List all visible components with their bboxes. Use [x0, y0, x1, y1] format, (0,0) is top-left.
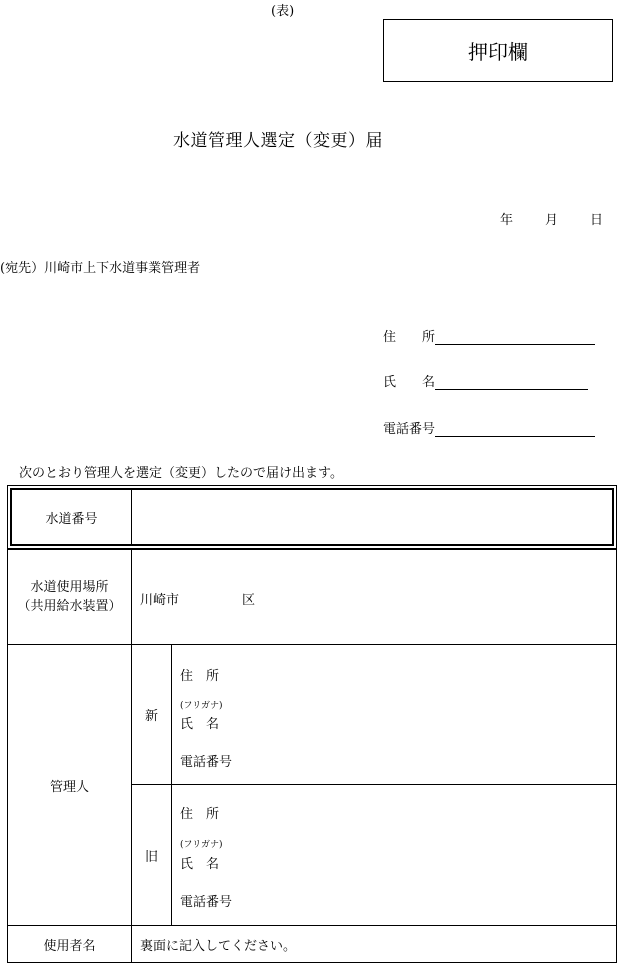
- applicant-phone-field[interactable]: [435, 422, 595, 437]
- user-label: 使用者名: [43, 938, 96, 954]
- applicant-address: [383, 326, 595, 345]
- applicant-name: [383, 371, 588, 390]
- old-address-label: 住 所: [180, 807, 220, 822]
- applicant-phone: [383, 418, 595, 437]
- manager-label: 管理人: [49, 779, 89, 795]
- new-furigana-label: (フリガナ): [180, 701, 223, 711]
- stamp-box: [383, 19, 613, 82]
- location-label: 水道使用場所 （共用給水装置）: [17, 579, 122, 614]
- old-furigana-label: (フリガナ): [180, 840, 223, 850]
- applicant-address-field[interactable]: [435, 330, 595, 345]
- new-name-label: 氏 名: [180, 717, 220, 732]
- water-number-field[interactable]: [133, 490, 611, 544]
- date-day: 日: [590, 213, 604, 228]
- date-month: 月: [545, 213, 559, 228]
- old-name-label: 氏 名: [180, 857, 220, 872]
- new-address-label: 住 所: [180, 669, 220, 684]
- addressee: (宛先）川崎市上下水道事業管理者: [0, 261, 201, 276]
- intro-text: 次のとおり管理人を選定（変更）したので届け出ます。: [19, 466, 343, 481]
- water-number-label: 水道番号: [45, 511, 98, 527]
- applicant-phone-label: 電話番号: [383, 422, 436, 437]
- user-value: 裏面に記入してください。: [140, 939, 297, 954]
- side-mark: (表): [271, 4, 295, 19]
- applicant-name-field[interactable]: [435, 375, 588, 390]
- applicant-address-label: 住 所: [383, 330, 436, 345]
- old-label: 旧: [144, 849, 158, 865]
- new-phone-label: 電話番号: [180, 755, 233, 770]
- new-label: 新: [144, 709, 158, 724]
- location-city: 川崎市: [140, 593, 180, 608]
- old-phone-label: 電話番号: [180, 895, 233, 910]
- date-year: 年: [500, 213, 514, 228]
- stamp-label: 押印欄: [468, 40, 528, 64]
- location-ward: 区: [242, 593, 256, 608]
- applicant-name-label: 氏 名: [383, 375, 436, 390]
- page-title: 水道管理人選定（変更）届: [173, 131, 383, 151]
